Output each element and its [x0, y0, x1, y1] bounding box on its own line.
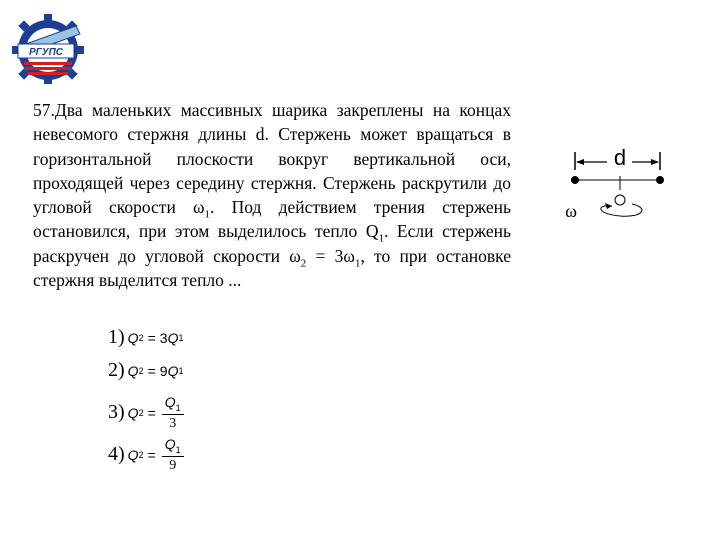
answer-formula: Q 2 = $\frac{Q_1}{3}$ — [128, 394, 184, 432]
subscript: 2 — [300, 257, 307, 270]
answer-formula: Q 2 = 3 Q 1 — [127, 329, 184, 346]
answer-number: 3) — [108, 401, 125, 424]
axis-circle — [615, 195, 625, 205]
answer-number: 4) — [108, 443, 125, 466]
problem-text-part: , то при остановке стержня выделится тепло ... — [33, 245, 511, 291]
left-ball — [571, 176, 579, 184]
fraction: $\frac{Q_1}{3}$ — [162, 394, 184, 432]
omega-label: ω — [565, 201, 577, 221]
answer-option-4[interactable] — [108, 436, 184, 474]
answer-option-3[interactable] — [108, 394, 184, 432]
arrowhead-left — [576, 159, 584, 165]
answer-formula: Q 2 = $\frac{Q_1}{9}$ — [128, 436, 184, 474]
answer-number: 1) — [108, 326, 125, 348]
logo-text: РГУПС — [29, 47, 63, 58]
fraction: $\frac{Q_1}{9}$ — [162, 436, 184, 474]
problem-text-part: 57.Два маленьких массивных шарика закреплены на концах невесомого стержня длины d. Стержень может вращаться в горизонтальной плоскости вокруг вертикальной оси, проходящей через середину стержня. Стержень раскрутили до угловой скорости ω — [33, 100, 511, 218]
answer-formula: Q 2 = 9 Q 1 — [127, 362, 184, 379]
subscript: 1 — [378, 232, 384, 245]
right-ball — [656, 176, 664, 184]
problem-text — [33, 98, 511, 292]
rotation-arrowhead — [605, 203, 612, 209]
answer-number: 2) — [108, 359, 125, 381]
problem-text-part: . Если стержень раскручен до угловой скорости ω — [33, 221, 511, 266]
answer-option-1[interactable] — [108, 326, 183, 349]
rod-diagram — [562, 140, 672, 230]
answer-option-2[interactable] — [108, 359, 183, 382]
subscript: 1 — [354, 257, 361, 270]
problem-text-part: = 3ω — [306, 245, 355, 266]
subscript: 1 — [204, 208, 211, 221]
university-logo — [6, 4, 88, 84]
arrowhead-right — [651, 159, 659, 165]
d-label: d — [613, 145, 627, 170]
problem-text-part: . Под действием трения стержень остановился, при этом выделилось тепло Q — [33, 197, 511, 242]
